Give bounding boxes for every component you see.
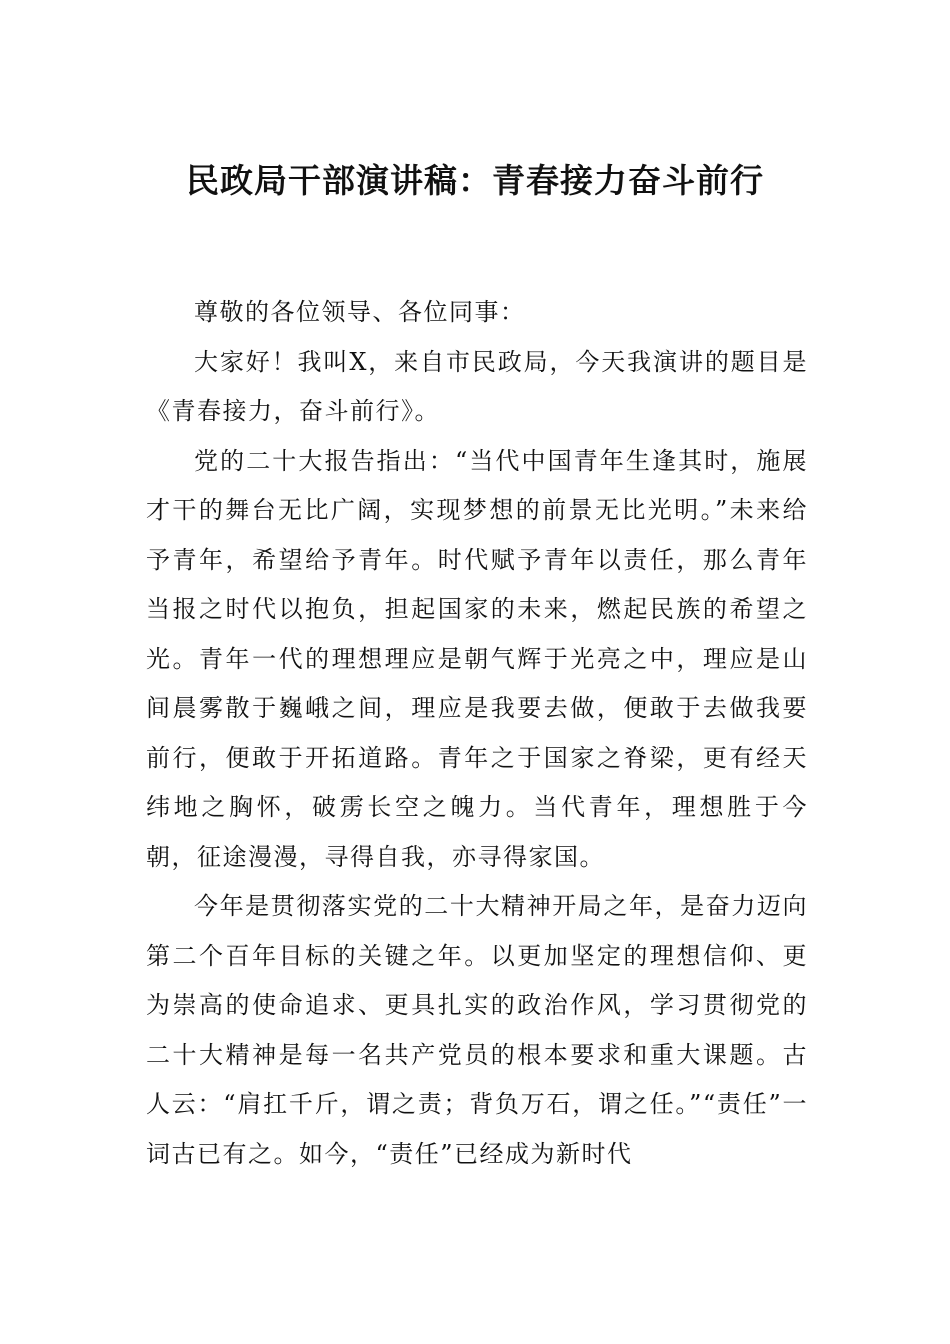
body-paragraph: 党的二十大报告指出：“当代中国青年生逢其时，施展才干的舞台无比广阔，实现梦想的前景无比光明。”未来给予青年，希望给予青年。时代赋予青年以责任，那么青年当报之时代以抱负，担起国家的未来，燃起民族的希望之光。青年一代的理想理应是朝气辉于光亮之中，理应是山间晨雾散于巍峨之间，理应是我要去做，便敢于去做我要前行，便敢于开拓道路。青年之于国家之脊梁，更有经天纬地之胸怀，破雳长空之魄力。当代青年，理想胜于今朝，征途漫漫，寻得自我，亦寻得家国。 [146,446,808,871]
document-title: 民政局干部演讲稿：青春接力奋斗前行 [186,161,764,200]
body-paragraph: 今年是贯彻落实党的二十大精神开局之年，是奋力迈向第二个百年目标的关键之年。以更加坚定的理想信仰、更为崇高的使命追求、更具扎实的政治作风，学习贯彻党的二十大精神是每一名共产党员的根本要求和重大课题。古人云：“肩扛千斤，谓之责；背负万石，谓之任。”“责任”一词古已有之。如今，“责任”已经成为新时代 [146,892,808,1168]
salutation-paragraph: 尊敬的各位领导、各位同事： [194,298,526,326]
document-body [146,288,808,1179]
intro-paragraph: 大家好！我叫X，来自市民政局，今天我演讲的题目是《青春接力，奋斗前行》。 [146,347,808,425]
